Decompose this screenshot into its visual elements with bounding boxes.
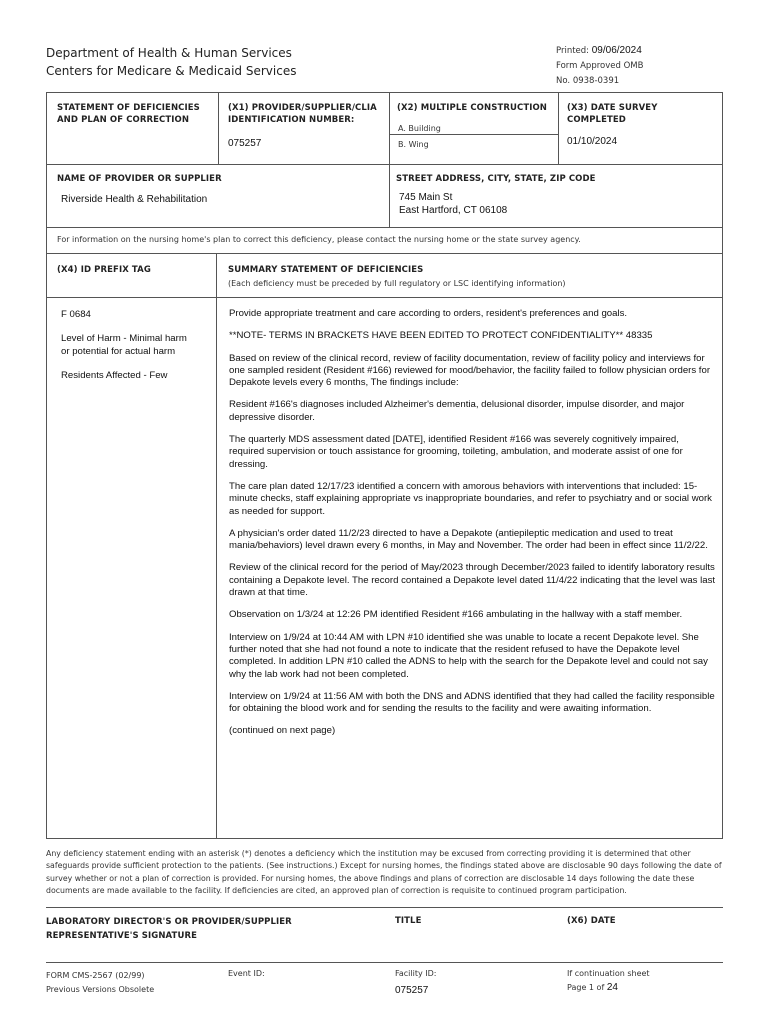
provider-name-label: NAME OF PROVIDER OR SUPPLIER bbox=[57, 174, 222, 184]
row1-bottom bbox=[46, 164, 723, 165]
divider-r1-1 bbox=[218, 92, 219, 164]
printed-date: 09/06/2024 bbox=[591, 45, 642, 56]
address-label: STREET ADDRESS, CITY, STATE, ZIP CODE bbox=[396, 174, 596, 184]
continuation-info bbox=[567, 967, 650, 995]
continuation-label: If continuation sheet bbox=[567, 969, 650, 978]
provider-id: 075257 bbox=[228, 138, 262, 149]
row2-bottom bbox=[46, 227, 723, 228]
address bbox=[399, 191, 507, 217]
address-line1: 745 Main St bbox=[399, 192, 453, 203]
date-survey-label: (X3) DATE SURVEY COMPLETED bbox=[567, 103, 658, 125]
agency-subname: Centers for Medicare & Medicaid Services bbox=[46, 64, 297, 78]
info-bottom bbox=[46, 253, 723, 254]
summary-paragraph: The quarterly MDS assessment dated [DATE], identified Resident #166 was severely cognitively impaired, required supervision or touch assistance for grooming, toileting, ambulation, and moderate assist of one for dressing. bbox=[229, 434, 683, 470]
building-wing-divider bbox=[389, 134, 558, 135]
omb-number: No. 0938-0391 bbox=[556, 76, 620, 86]
page-label: Page 1 of bbox=[567, 983, 605, 992]
provider-id-label: (X1) PROVIDER/SUPPLIER/CLIA IDENTIFICATION NUMBER: bbox=[228, 103, 377, 125]
date-label: (X6) DATE bbox=[567, 916, 616, 926]
previous-versions: Previous Versions Obsolete bbox=[46, 985, 155, 994]
divider-r1-2 bbox=[389, 92, 390, 164]
frame-top bbox=[46, 92, 723, 93]
deficiency-summary bbox=[229, 308, 716, 748]
address-line2: East Hartford, CT 06108 bbox=[399, 205, 508, 216]
disclaimer: Any deficiency statement ending with an asterisk (*) denotes a deficiency which the institution may be excused from correcting providing it is determined that other safeguards provide sufficient protection to the patients. (See instructions.) Except for nursing homes, the findings stated above are disclosable 90 days following the date of survey whether or not a plan of correction is provided. For nursing homes, the above findings and plans of correction are disclosable 14 days following the date these documents are made available to the facility. If deficiencies are cited, an approved plan of correction is requisite to continued program participation. bbox=[46, 849, 722, 895]
frame-right bbox=[722, 92, 723, 838]
deficiency-tag: F 0684 bbox=[61, 309, 91, 320]
event-id-label: Event ID: bbox=[228, 969, 265, 978]
wing-label: B. Wing bbox=[398, 140, 429, 149]
signature-bottom bbox=[46, 962, 723, 963]
form-number: FORM CMS-2567 (02/99) bbox=[46, 971, 145, 980]
provider-name: Riverside Health & Rehabilitation bbox=[61, 194, 208, 205]
building-label: A. Building bbox=[398, 124, 441, 133]
info-line: For information on the nursing home's plan to correct this deficiency, please contact the nursing home or the state survey agency. bbox=[57, 235, 581, 244]
facility-id-label: Facility ID: bbox=[395, 969, 437, 978]
multiple-construction-label: (X2) MULTIPLE CONSTRUCTION bbox=[397, 103, 548, 113]
facility-id: 075257 bbox=[395, 985, 429, 996]
summary-sub: (Each deficiency must be preceded by full regulatory or LSC identifying information) bbox=[228, 279, 566, 288]
table-divider bbox=[216, 253, 217, 838]
harm-level-line1: Level of Harm - Minimal harm bbox=[61, 333, 187, 345]
summary-paragraph: Resident #166's diagnoses included Alzheimer's dementia, delusional disorder, impulse disorder, and major depressive disorder. bbox=[229, 399, 685, 423]
signature-label: LABORATORY DIRECTOR'S OR PROVIDER/SUPPLIER REPRESENTATIVE'S SIGNATURE bbox=[46, 917, 292, 941]
divider-r2 bbox=[389, 165, 390, 227]
printed-label: Printed: bbox=[556, 46, 590, 56]
frame-left bbox=[46, 92, 47, 838]
summary-paragraph: Review of the clinical record for the period of May/2023 through December/2023 failed to identify laboratory results containing a Depakote level. The record contained a Depakote level dated 11/4/22 indicating that the level was last drawn at that time. bbox=[229, 562, 716, 599]
page-total: 24 bbox=[606, 982, 618, 993]
residents-affected: Residents Affected - Few bbox=[61, 369, 168, 381]
summary-paragraph: Provide appropriate treatment and care according to orders, resident's preferences and goals. bbox=[229, 308, 628, 319]
signature-top bbox=[46, 907, 723, 908]
summary-paragraph: Interview on 1/9/24 at 11:56 AM with both the DNS and ADNS identified that they had called the facility responsible for obtaining the blood work and for sending the results to the facility and were awaiting information. bbox=[229, 690, 715, 715]
summary-paragraph: The care plan dated 12/17/23 identified a concern with amorous behaviors with interventions that included: 15-minute checks, staff explaining appropriate vs inappropriate boundaries, and refer to psychiatry and or social work as needed for support. bbox=[229, 480, 712, 517]
form-info bbox=[46, 969, 154, 997]
id-prefix-label: (X4) ID PREFIX TAG bbox=[57, 265, 151, 275]
summary-paragraph: Interview on 1/9/24 at 10:44 AM with LPN #10 identified she was unable to locate a recent Depakote level. She further noted that she had not found a note to indicate that the resident refused to have the Depakote level completed. In addition LPN #10 called the ADNS to help with the search for the Depakote level and could not say why the lab work had not been completed. bbox=[229, 631, 708, 680]
agency-name: Department of Health & Human Services bbox=[46, 46, 292, 60]
summary-paragraph: A physician's order dated 11/2/23 directed to have a Depakote (antiepileptic medication and used to treat mania/behaviors) level drawn every 6 months, in May and November. The order had been in effect since 11/2/22. bbox=[229, 527, 708, 552]
title-label: TITLE bbox=[395, 916, 422, 926]
form-approved: Form Approved OMB bbox=[556, 61, 644, 71]
header-right bbox=[556, 43, 643, 89]
summary-paragraph: Based on review of the clinical record, review of facility documentation, review of facility policy and interviews for one sampled resident (Resident #166) reviewed for mood/behavior, the facility failed to follow physician orders for Depakote levels every 6 months, The findings include: bbox=[229, 352, 711, 389]
statement-label: STATEMENT OF DEFICIENCIES AND PLAN OF CORRECTION bbox=[57, 103, 200, 125]
continued-note: (continued on next page) bbox=[229, 725, 336, 737]
summary-label: SUMMARY STATEMENT OF DEFICIENCIES bbox=[228, 265, 424, 275]
deficiency-tag-column bbox=[61, 309, 211, 382]
date-survey: 01/10/2024 bbox=[567, 136, 618, 147]
summary-paragraph: Observation on 1/3/24 at 12:26 PM identified Resident #166 ambulating in the hallway with a staff member. bbox=[229, 609, 683, 621]
divider-r1-3 bbox=[558, 92, 559, 164]
frame-bottom bbox=[46, 838, 723, 839]
table-header-bottom bbox=[46, 297, 723, 298]
harm-level-line2: or potential for actual harm bbox=[61, 345, 176, 357]
summary-paragraph: **NOTE- TERMS IN BRACKETS HAVE BEEN EDITED TO PROTECT CONFIDENTIALITY** 48335 bbox=[229, 330, 653, 342]
